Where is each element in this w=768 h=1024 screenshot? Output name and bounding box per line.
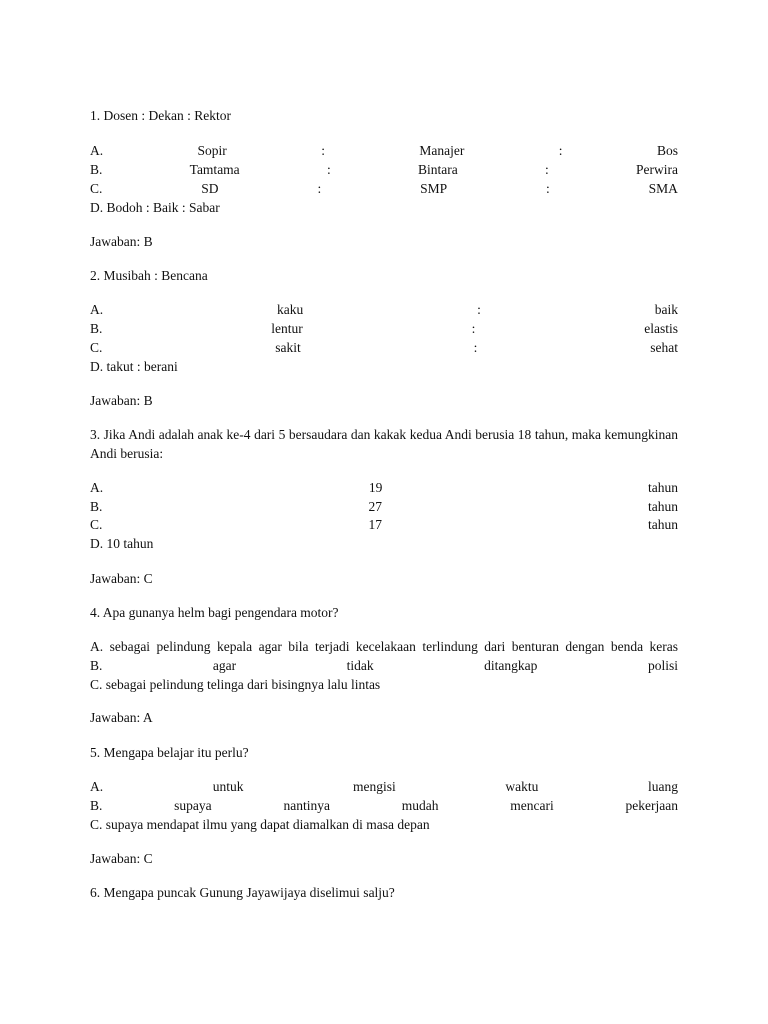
- q4-option-c: C. sebagai pelindung telinga dari bisingnya lalu lintas: [90, 677, 381, 692]
- q5-question: 5. Mengapa belajar itu perlu?: [90, 745, 249, 760]
- q4-option-a: A. sebagai pelindung kepala agar bila terjadi kecelakaan terlindung dari benturan dengan benda keras: [90, 639, 678, 654]
- q4-question: 4. Apa gunanya helm bagi pengendara motor?: [90, 605, 339, 620]
- q1-question: 1. Dosen : Dekan : Rektor: [90, 108, 231, 123]
- q5-option-b: B. supaya nantinya mudah mencari pekerjaan: [90, 798, 678, 813]
- q1-option-b: B. Tamtama : Bintara : Perwira: [90, 162, 678, 177]
- q1-option-d: D. Bodoh : Baik : Sabar: [90, 200, 220, 215]
- q5-option-c: C. supaya mendapat ilmu yang dapat diamalkan di masa depan: [90, 817, 430, 832]
- q2-option-b: B. lentur : elastis: [90, 321, 678, 336]
- q6-question: 6. Mengapa puncak Gunung Jayawijaya diselimui salju?: [90, 885, 395, 900]
- q2-option-a: A. kaku : baik: [90, 302, 678, 317]
- q2-question: 2. Musibah : Bencana: [90, 268, 208, 283]
- q3-question: 3. Jika Andi adalah anak ke-4 dari 5 bersaudara dan kakak kedua Andi berusia 18 tahun, maka kemungkinan Andi berusia:: [90, 427, 678, 461]
- q5-answer: Jawaban: C: [90, 851, 153, 866]
- q1-option-a: A. Sopir : Manajer : Bos: [90, 143, 678, 158]
- q2-option-d: D. takut : berani: [90, 359, 178, 374]
- q4-option-b: B. agar tidak ditangkap polisi: [90, 658, 678, 673]
- q3-option-b: B. 27 tahun: [90, 499, 678, 514]
- q2-option-c: C. sakit : sehat: [90, 340, 678, 355]
- q3-option-c: C. 17 tahun: [90, 517, 678, 532]
- q1-answer: Jawaban: B: [90, 234, 153, 249]
- q1-option-c: C. SD : SMP : SMA: [90, 181, 678, 196]
- q4-answer: Jawaban: A: [90, 710, 153, 725]
- q3-option-d: D. 10 tahun: [90, 536, 154, 551]
- q2-answer: Jawaban: B: [90, 393, 153, 408]
- q5-option-a: A. untuk mengisi waktu luang: [90, 779, 678, 794]
- q3-answer: Jawaban: C: [90, 571, 153, 586]
- q3-option-a: A. 19 tahun: [90, 480, 678, 495]
